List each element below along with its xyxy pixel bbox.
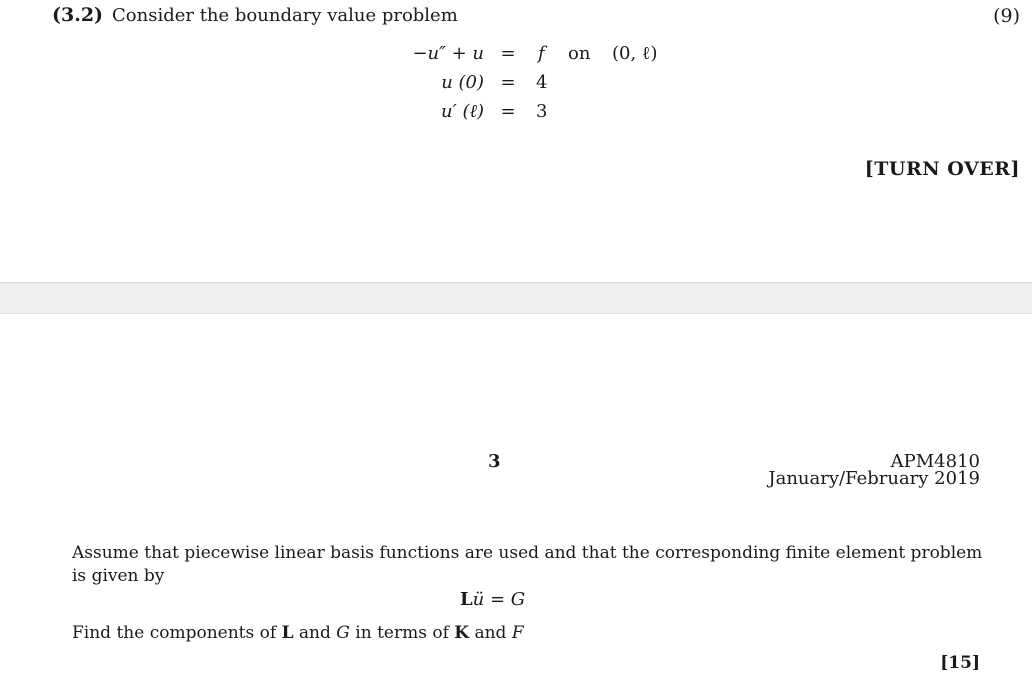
equation-rhs: 3 [536,101,548,122]
course-code: APM4810 [890,451,980,472]
find-text: Find the components of [72,623,282,643]
equation-on-word: on [568,43,591,64]
vector-u: ü [472,589,485,610]
equation-lhs: u (0) [441,72,484,93]
vector-G: G [510,589,526,610]
equation-relation: = [500,43,516,64]
equation-lhs: u′ (ℓ) [441,101,484,122]
question-marks-bottom: [15] [940,653,980,673]
equation-rhs: f [538,43,545,64]
equation-rhs: 4 [536,72,548,93]
find-instruction [72,623,524,643]
page-divider [0,282,1032,314]
find-and: and [469,623,512,643]
question-number: (3.2) [52,4,104,26]
exam-date: January/February 2019 [768,468,980,489]
question-prompt: Consider the boundary value problem [112,5,458,26]
find-K: K [454,623,470,643]
page-number: 3 [488,451,501,472]
equation-relation: = [500,72,516,93]
matrix-L: L [460,589,473,610]
question-marks: (9) [993,5,1020,27]
equals-sign: = [484,589,511,610]
find-terms: in terms of [349,623,455,643]
equation-lhs: −u″ + u [412,43,484,64]
find-F: F [511,623,524,643]
fem-equation [460,589,525,610]
body-text-line-1: Assume that piecewise linear basis functions are used and that the corresponding finite element problem [72,543,983,563]
body-text-line-2: is given by [72,566,165,586]
equation-interval: (0, ℓ) [612,43,658,64]
find-L: L [281,623,294,643]
find-G: G [336,623,350,643]
equation-relation: = [500,101,516,122]
find-and: and [293,623,337,643]
turn-over-label: [TURN OVER] [864,158,1020,180]
